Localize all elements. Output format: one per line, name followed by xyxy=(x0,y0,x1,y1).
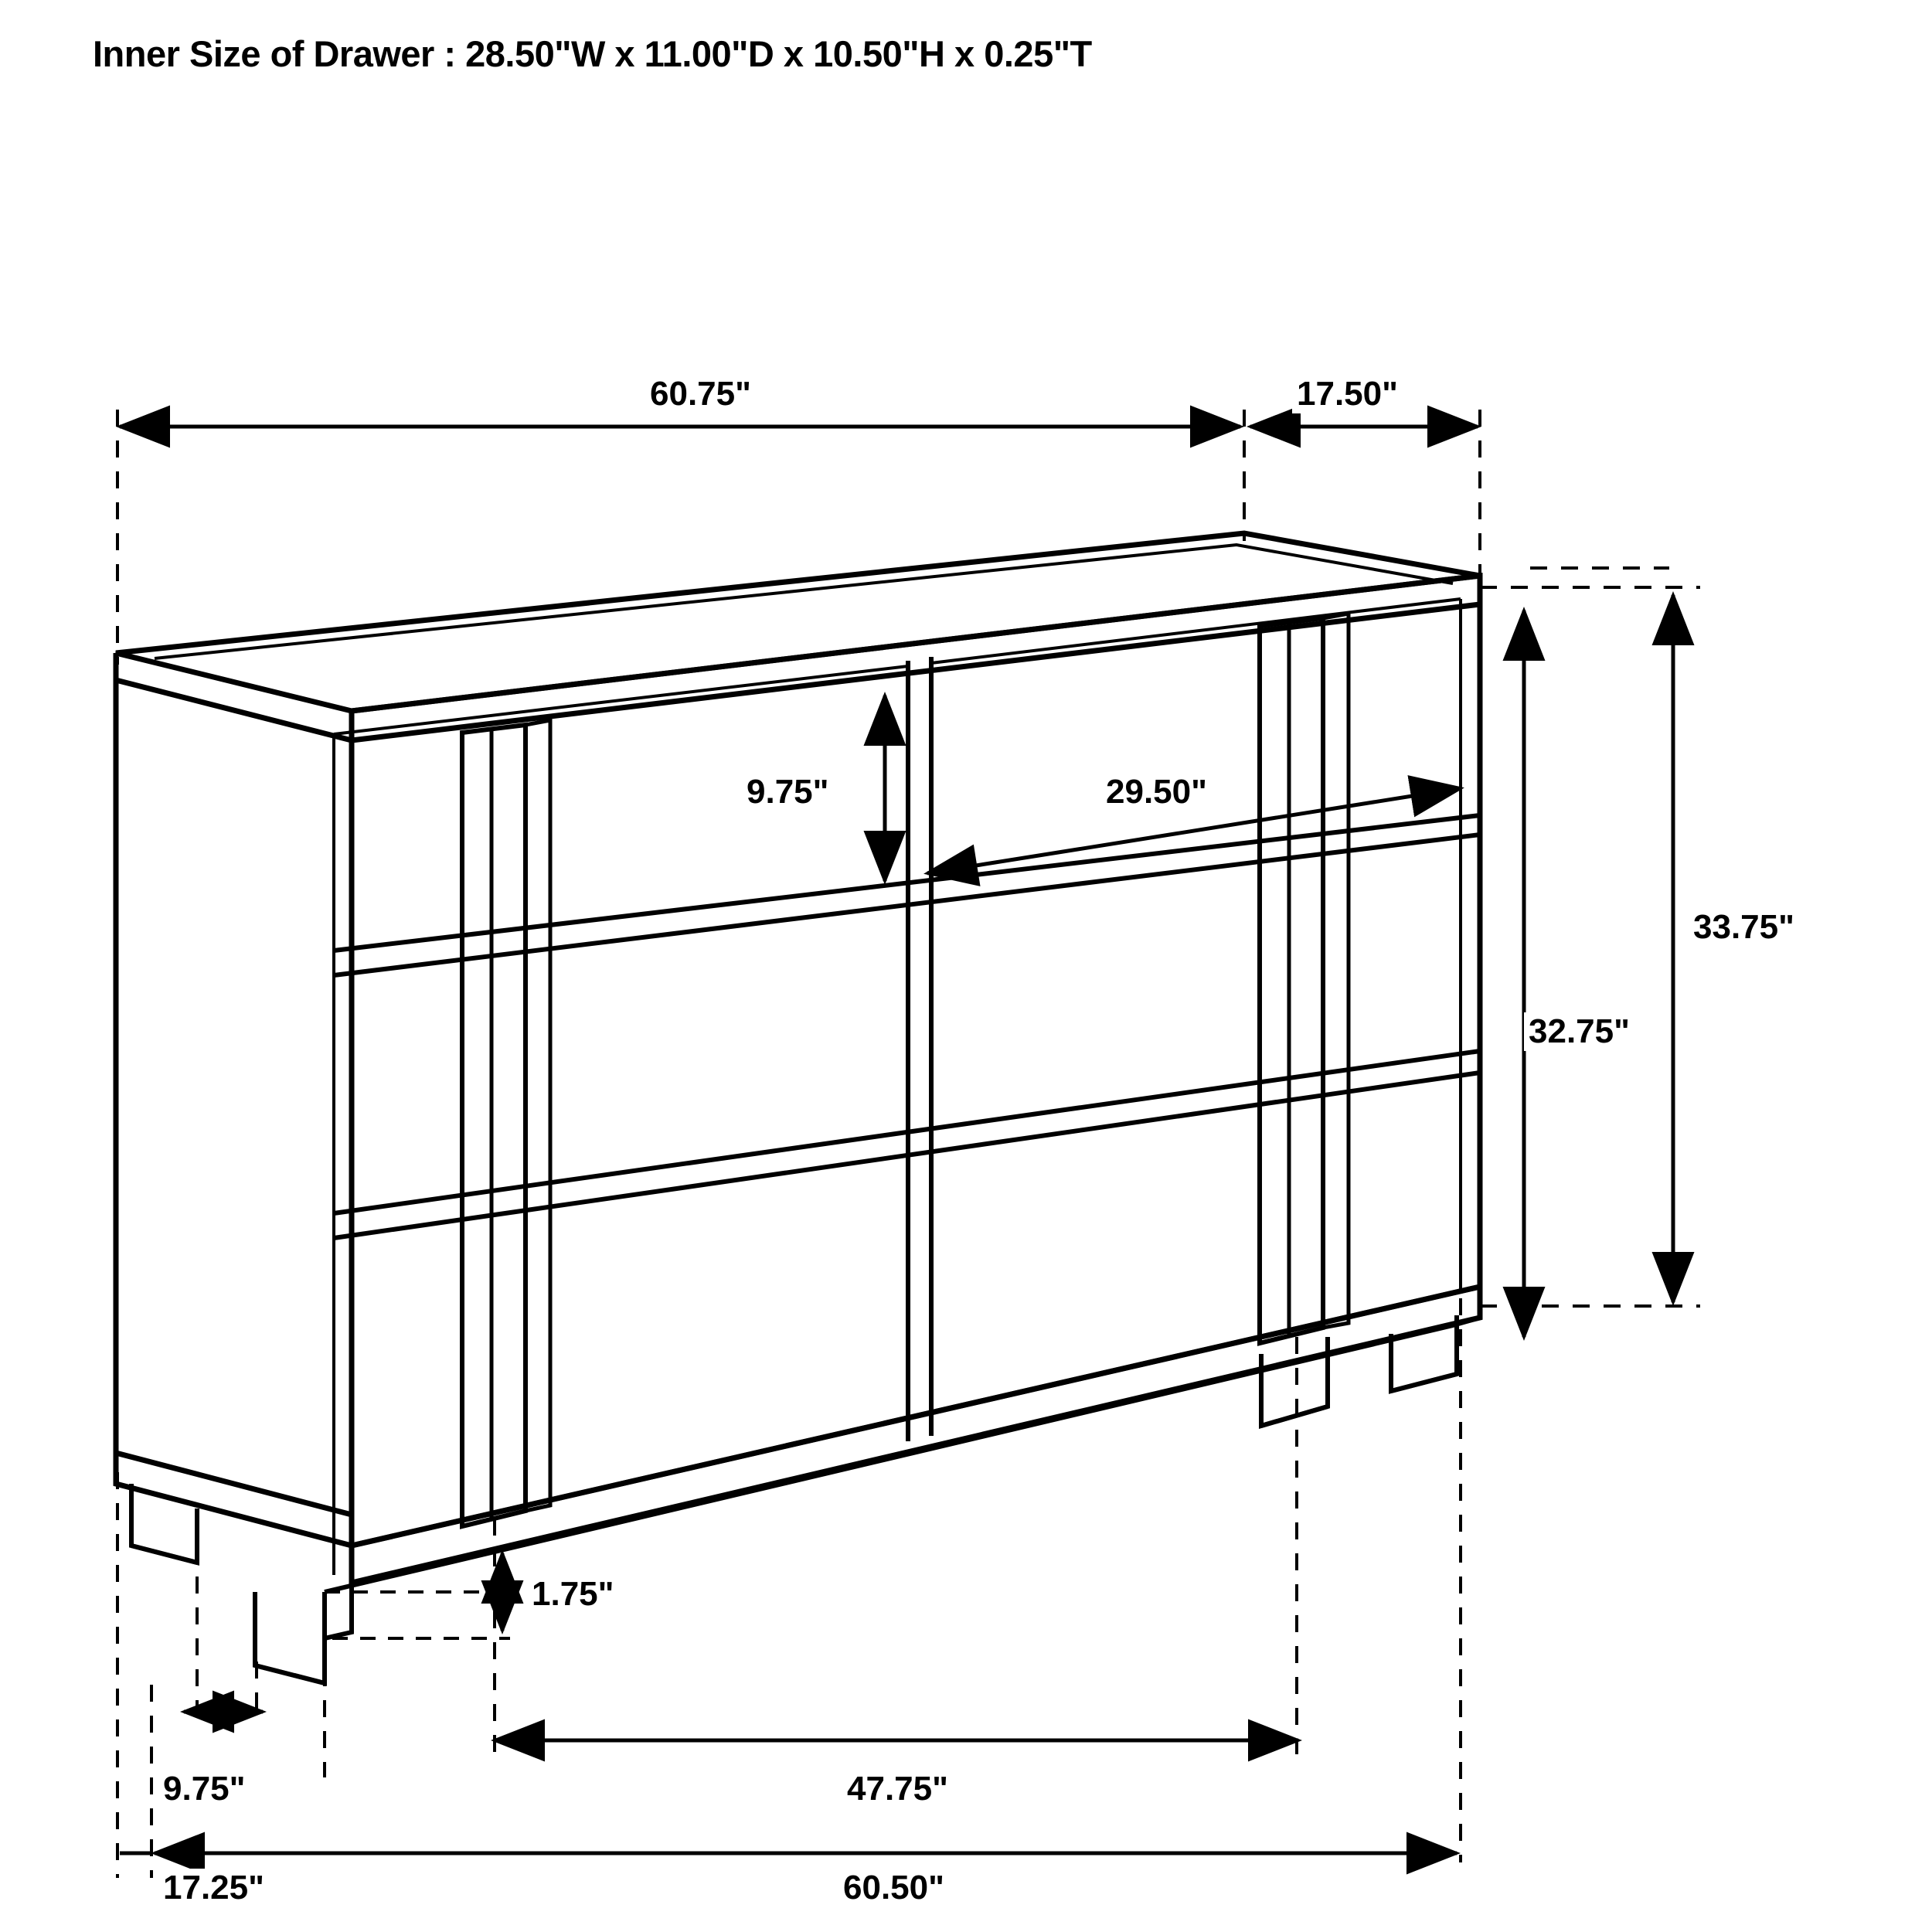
page-title: Inner Size of Drawer : 28.50"W x 11.00"D x 10.50"H x 0.25"T xyxy=(93,33,1092,74)
dimension-leg-width: 9.75" xyxy=(158,1770,250,1808)
dimension-base-depth: 17.25" xyxy=(158,1869,269,1907)
dimension-drawer-height: 9.75" xyxy=(742,773,834,811)
dimension-overall-height: 33.75" xyxy=(1689,908,1799,947)
dimension-top-width: 60.75" xyxy=(645,375,756,413)
dimension-drawer-width: 29.50" xyxy=(1101,773,1212,811)
dimension-leg-height: 1.75" xyxy=(527,1575,619,1614)
dimension-top-depth: 17.50" xyxy=(1292,375,1403,413)
dresser-body xyxy=(116,533,1480,1683)
dimension-base-width: 60.50" xyxy=(838,1869,949,1907)
dimension-body-height: 32.75" xyxy=(1524,1012,1634,1051)
dimension-base-inner-width: 47.75" xyxy=(842,1770,953,1808)
